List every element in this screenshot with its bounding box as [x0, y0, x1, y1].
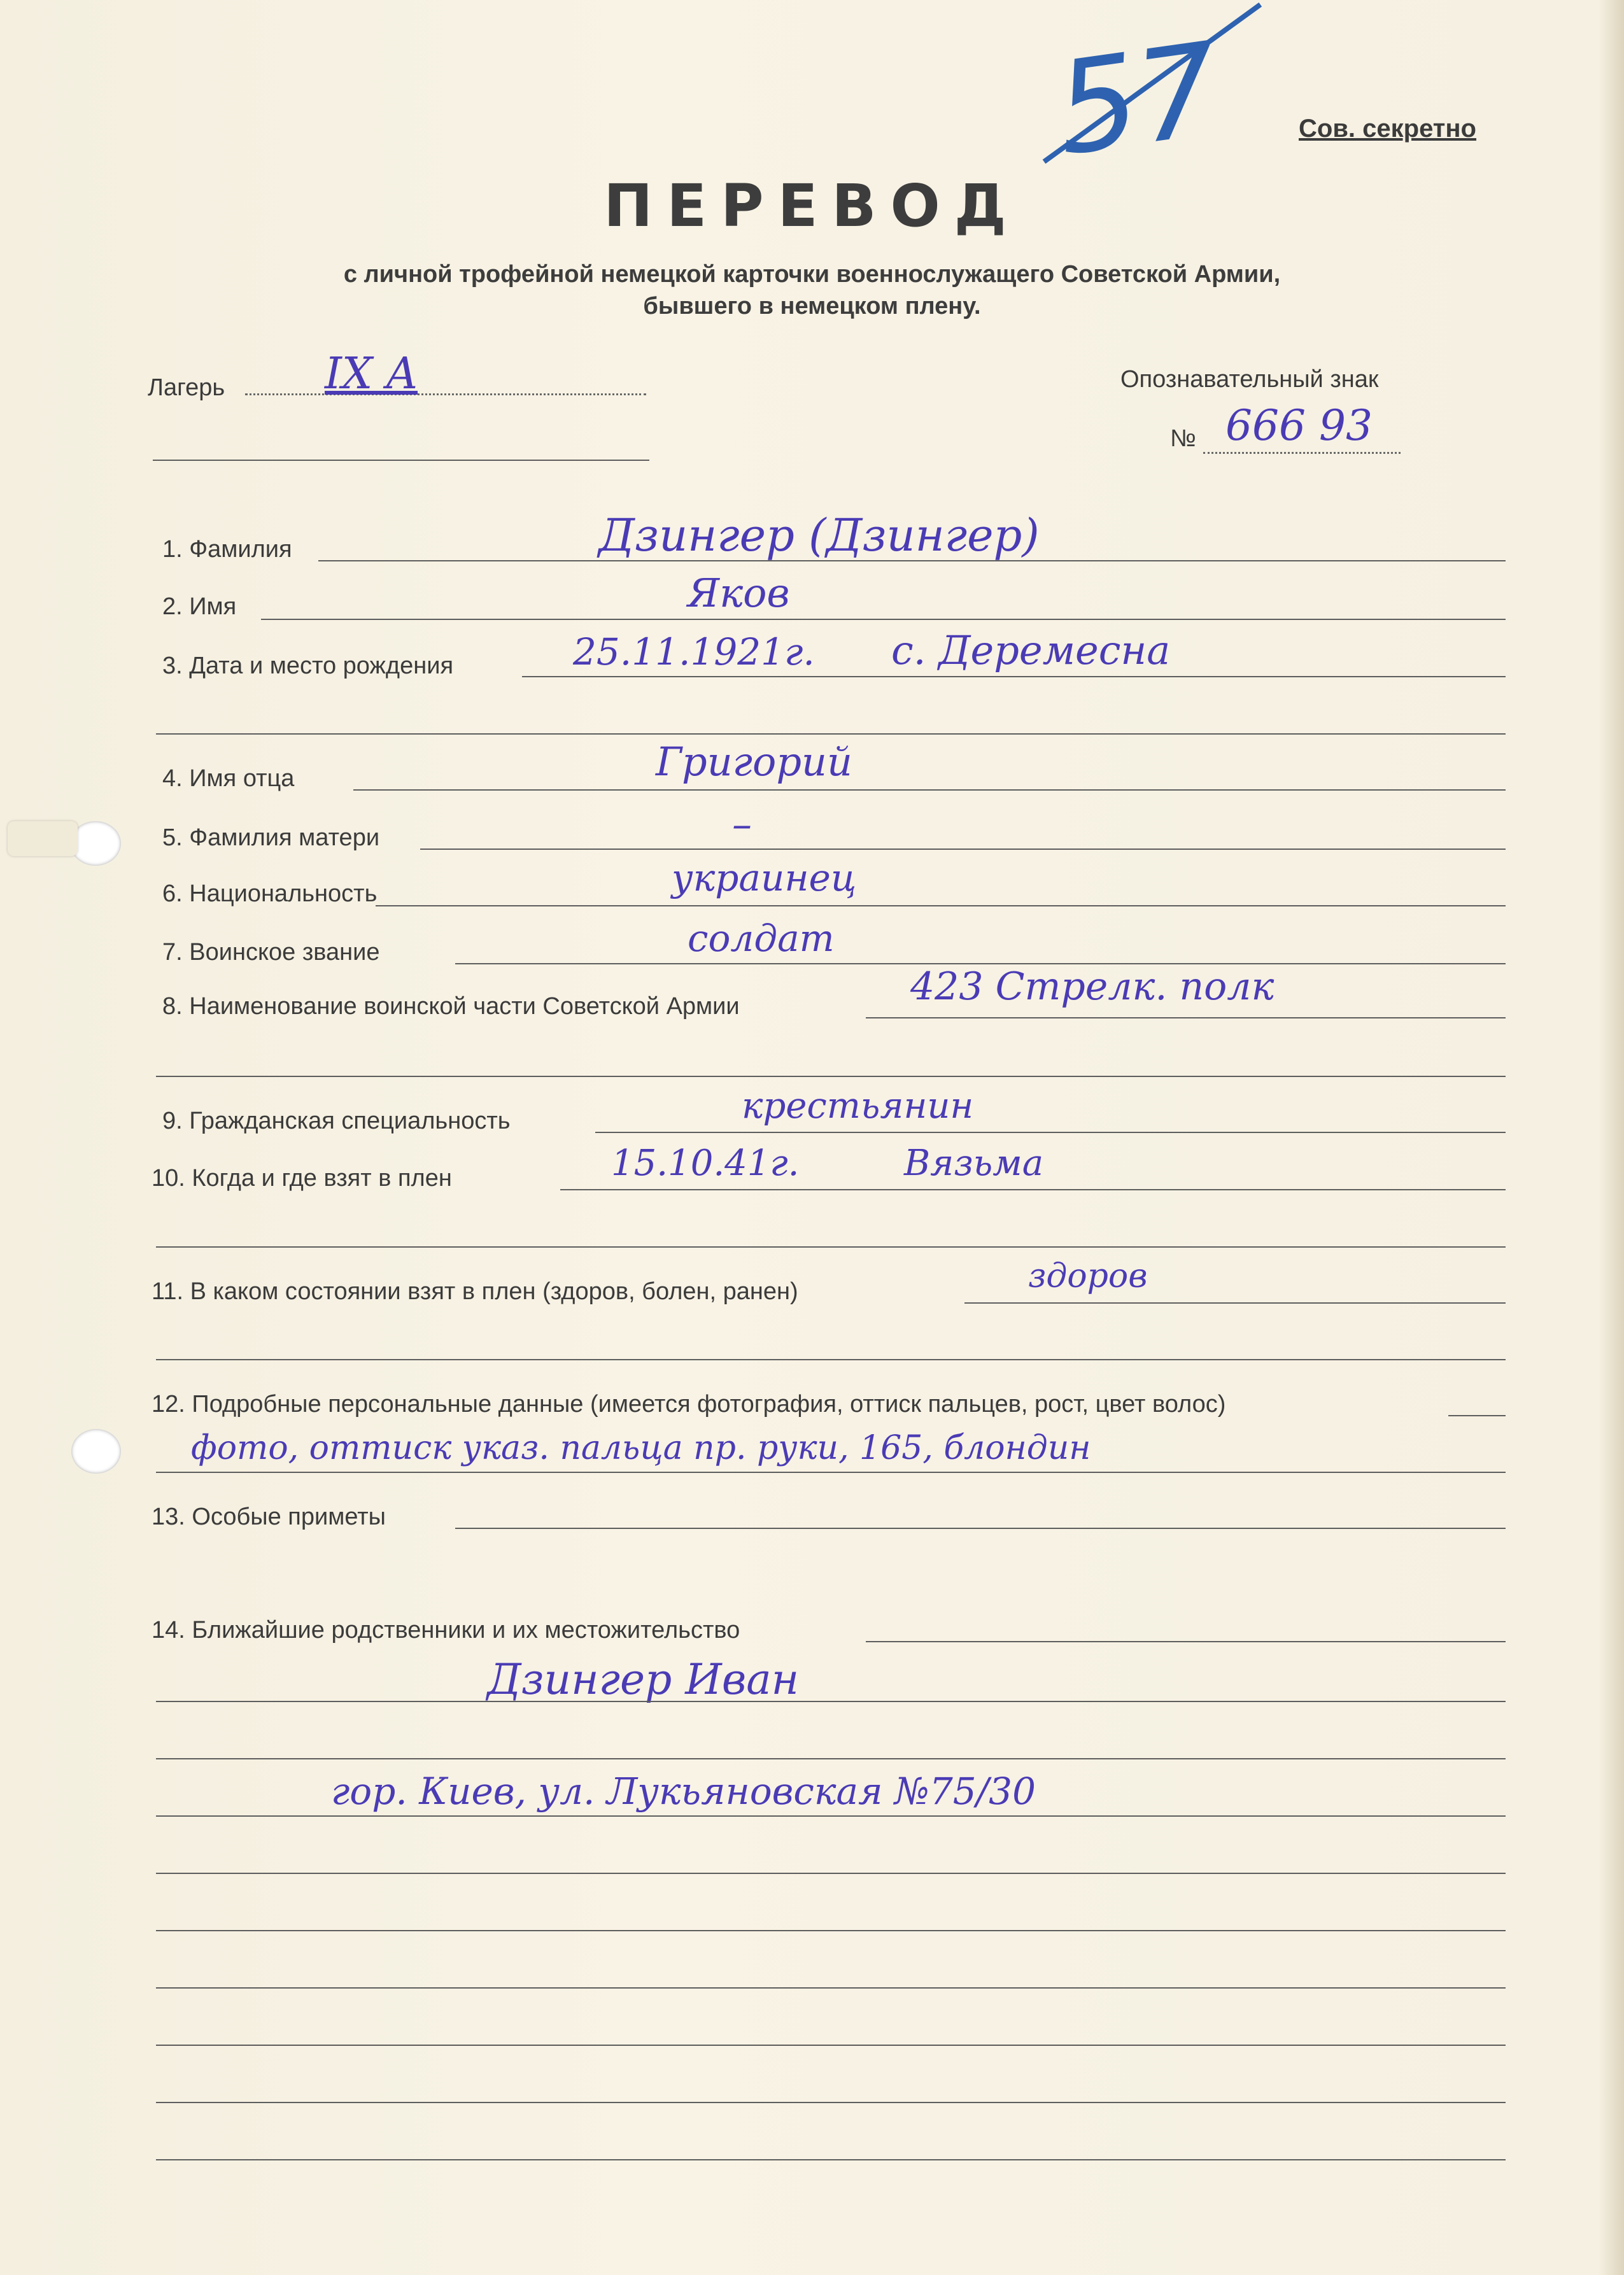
field-first-name-line: [261, 619, 1506, 620]
camp-label: Лагерь: [148, 374, 225, 401]
field-birth-line: [522, 676, 1506, 677]
camp-line: [245, 393, 646, 395]
field-unit-value: 423 Стрелк. полк: [910, 964, 1274, 1009]
field-personal-data-line2: [156, 1472, 1506, 1473]
torn-edge: [8, 821, 78, 856]
document-subtitle-line1: с личной трофейной немецкой карточки военнослужащего Советской Армии,: [343, 261, 1281, 288]
field-relatives-label: 14. Ближайшие родственники и их местожительство: [152, 1617, 740, 1644]
field-captured-line2: [156, 1246, 1506, 1248]
relatives-line-9: [156, 2102, 1506, 2103]
field-captured-line: [560, 1189, 1506, 1190]
field-condition-value: здоров: [1028, 1257, 1148, 1295]
field-profession-value: крестьянин: [742, 1085, 974, 1127]
field-unit-line: [866, 1017, 1506, 1018]
field-father-value: Григорий: [656, 738, 852, 785]
field-captured-label: 10. Когда и где взят в плен: [152, 1165, 452, 1192]
field-personal-data-value: фото, оттиск указ. пальца пр. руки, 165, блондин: [191, 1429, 1091, 1467]
field-first-name-label: 2. Имя: [162, 593, 237, 620]
field-birth-label: 3. Дата и место рождения: [162, 652, 454, 679]
field-mother-line: [420, 849, 1506, 850]
field-relatives-line: [866, 1641, 1506, 1642]
id-tag-value: 666 93: [1225, 401, 1373, 450]
field-mother-label: 5. Фамилия матери: [162, 824, 380, 851]
field-surname-value: Дзингер (Дзингер): [598, 509, 1040, 561]
field-profession-line: [595, 1132, 1506, 1133]
relatives-line-4: [156, 1815, 1506, 1817]
relatives-line-6: [156, 1930, 1506, 1931]
relatives-line-7: [156, 1987, 1506, 1989]
id-tag-label: Опознавательный знак: [1120, 366, 1379, 393]
field-birth-line2: [156, 733, 1506, 735]
field-first-name-value: Яков: [688, 570, 790, 616]
id-tag-line: [1203, 452, 1401, 454]
field-rank-value: солдат: [688, 917, 835, 960]
field-birth-date-value: 25.11.1921г.: [573, 630, 815, 673]
field-condition-line2: [156, 1359, 1506, 1360]
field-relatives-address-value: гор. Киев, ул. Лукьяновская №75/30: [331, 1770, 1036, 1813]
relatives-line-10: [156, 2159, 1506, 2160]
document-title: ПЕРЕВОД: [604, 172, 1020, 240]
relatives-line-8: [156, 2045, 1506, 2046]
field-rank-label: 7. Воинское звание: [162, 939, 380, 966]
punch-hole-upper: [70, 821, 121, 866]
field-relatives-name-value: Дзингер Иван: [487, 1655, 800, 1704]
field-mother-value: –: [732, 801, 752, 847]
field-personal-data-line: [1448, 1415, 1506, 1416]
punch-hole-lower: [71, 1429, 121, 1474]
field-captured-place-value: Вязьма: [904, 1143, 1044, 1184]
field-surname-label: 1. Фамилия: [162, 536, 292, 563]
field-captured-date-value: 15.10.41г.: [611, 1143, 800, 1184]
field-personal-data-label: 12. Подробные персональные данные (имеется фотография, оттиск пальцев, рост, цвет волос): [152, 1391, 1226, 1418]
id-tag-number-sign: №: [1170, 425, 1196, 452]
camp-value: IX A: [325, 349, 418, 399]
relatives-line-5: [156, 1873, 1506, 1874]
field-condition-label: 11. В каком состоянии взят в плен (здоров, болен, ранен): [152, 1278, 798, 1305]
field-nationality-line: [376, 905, 1506, 906]
camp-extra-line: [153, 460, 649, 461]
field-nationality-label: 6. Национальность: [162, 880, 378, 907]
document-subtitle-line2: бывшего в немецком плену.: [643, 293, 981, 320]
field-father-label: 4. Имя отца: [162, 765, 295, 792]
archive-number: 57: [1047, 15, 1229, 185]
field-unit-label: 8. Наименование воинской части Советской Армии: [162, 993, 740, 1020]
field-profession-label: 9. Гражданская специальность: [162, 1108, 511, 1134]
relatives-line-3: [156, 1758, 1506, 1759]
field-birth-place-value: с. Деремесна: [891, 627, 1171, 673]
relatives-line-2: [156, 1701, 1506, 1702]
field-condition-line: [964, 1302, 1506, 1304]
field-special-marks-line: [455, 1528, 1506, 1529]
field-unit-line2: [156, 1076, 1506, 1077]
field-special-marks-label: 13. Особые приметы: [152, 1504, 386, 1530]
field-father-line: [353, 789, 1506, 791]
classification-label: Сов. секретно: [1299, 115, 1476, 143]
field-nationality-value: украинец: [672, 856, 857, 899]
